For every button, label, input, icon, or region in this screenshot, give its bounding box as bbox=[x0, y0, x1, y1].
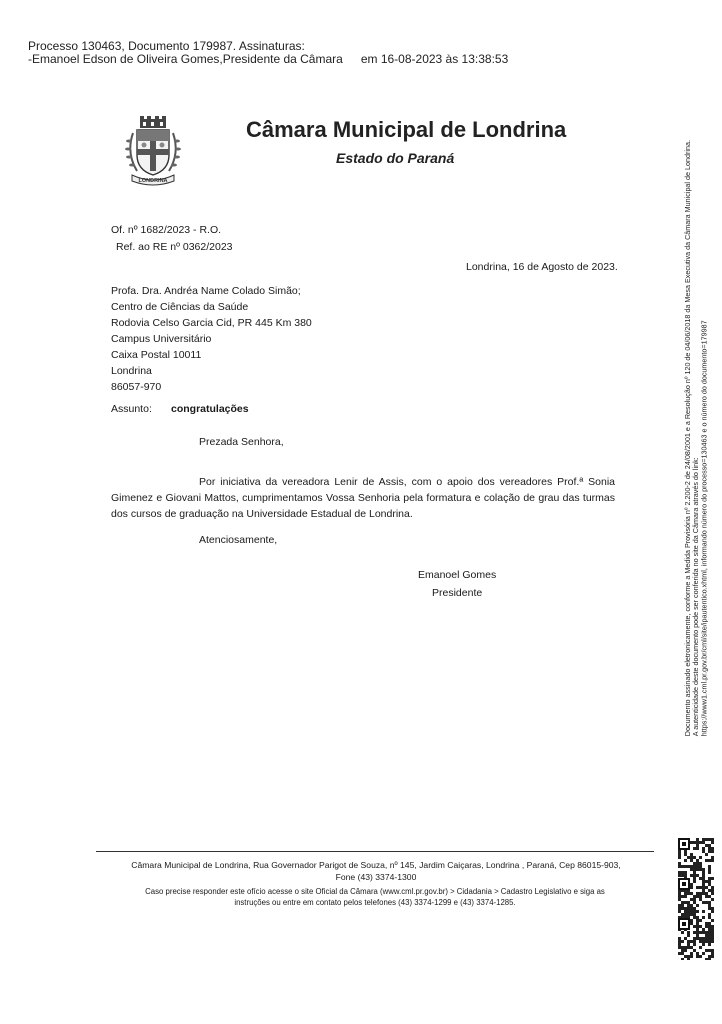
side-note-link[interactable]: https://www1.cml.pr.gov.br/cml/site/ipautentico.xhtml, informando número do processo=130463 e o número do documento=179987 bbox=[699, 320, 709, 737]
qr-code-icon bbox=[678, 838, 714, 960]
re-reference: Ref. ao RE nº 0362/2023 bbox=[116, 241, 233, 253]
side-note-line: A autenticidade deste documento pode ser conferida no site da Câmara através do link: bbox=[690, 457, 700, 737]
footer-note-line: Caso precise responder este ofício acesse o site Oficial da Câmara (www.cml.pr.gov.br) > Cidadania > Cadastro Legislativo e siga as bbox=[145, 887, 605, 896]
signatory-name: Emanoel Gomes bbox=[418, 569, 497, 581]
letter-body: Por iniciativa da vereadora Lenir de Assis, com o apoio dos vereadores Prof.ª Sonia Gimenez e Giovani Mattos, cumprimentamos Vossa Senhoria pela formatura e colação de grau das turmas dos cursos de graduação na Universidade Estadual de Londrina. bbox=[111, 476, 615, 520]
stamp-timestamp: em 16-08-2023 às 13:38:53 bbox=[360, 52, 509, 66]
address-line: Campus Universitário bbox=[111, 333, 212, 345]
organization-title: Câmara Municipal de Londrina bbox=[246, 117, 567, 142]
office-reference: Of. nº 1682/2023 - R.O. bbox=[111, 224, 222, 236]
footer-divider bbox=[96, 851, 654, 852]
address-line: Profa. Dra. Andréa Name Colado Simão; bbox=[111, 285, 301, 297]
authentication-side-note bbox=[676, 140, 716, 830]
footer-address bbox=[96, 859, 656, 883]
stamp-line: Processo 130463, Documento 179987. Assinaturas: bbox=[28, 39, 305, 53]
footer-note-line: instruções ou entre em contato pelos telefones (43) 3374-1299 e (43) 3374-1285. bbox=[234, 898, 516, 907]
organization-subtitle: Estado do Paraná bbox=[336, 150, 455, 166]
subject-value: congratulações bbox=[171, 403, 249, 415]
stamp-signer: -Emanoel Edson de Oliveira Gomes,Presidente da Câmara bbox=[28, 52, 343, 66]
subject-label: Assunto: bbox=[111, 403, 152, 415]
address-line: 86057-970 bbox=[111, 381, 162, 393]
address-line: Caixa Postal 10011 bbox=[111, 349, 202, 361]
letter-date: Londrina, 16 de Agosto de 2023. bbox=[466, 261, 618, 273]
footer-phone: Fone (43) 3374-1300 bbox=[335, 872, 417, 882]
closing: Atenciosamente, bbox=[199, 534, 278, 546]
subject-line bbox=[111, 401, 249, 417]
address-line: Londrina bbox=[111, 365, 152, 377]
address-line: Rodovia Celso Garcia Cid, PR 445 Km 380 bbox=[111, 317, 312, 329]
side-note-line: Documento assinado eletronicamente, conforme a Medida Provisória nº 2.200-2 de 24/08/2001 e a Resolução nº 120 de 04/06/2018 da Mesa Executiva da Câmara Municipal de Londrina. bbox=[682, 140, 692, 737]
footer-address-line: Câmara Municipal de Londrina, Rua Governador Parigot de Souza, nº 145, Jardim Caiçaras, Londrina , Paraná, Cep 86015-903, bbox=[131, 860, 621, 870]
municipal-coat-of-arms-icon bbox=[120, 115, 186, 187]
recipient-address bbox=[111, 283, 312, 395]
footer-note bbox=[110, 886, 640, 908]
address-line: Centro de Ciências da Saúde bbox=[111, 301, 249, 313]
signature-stamp bbox=[28, 40, 508, 66]
signatory-title: Presidente bbox=[432, 587, 483, 599]
crest-label: LONDRINA bbox=[138, 178, 168, 184]
greeting: Prezada Senhora, bbox=[199, 436, 284, 448]
